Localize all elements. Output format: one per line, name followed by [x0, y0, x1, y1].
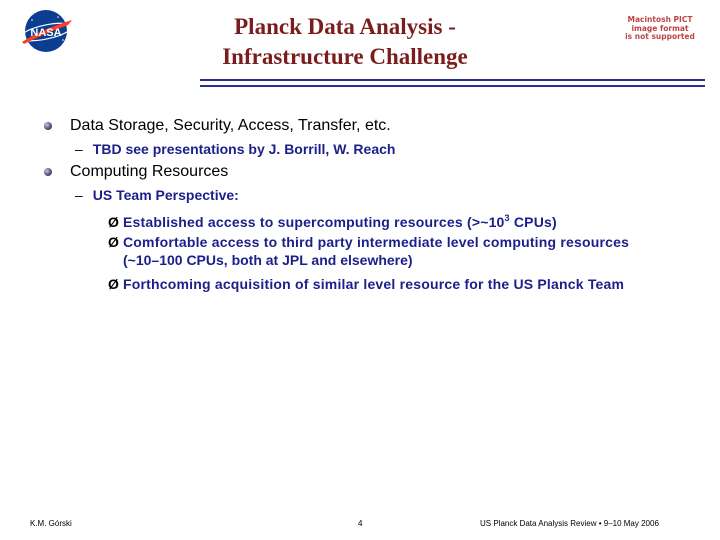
superscript: 3 — [504, 213, 510, 223]
bullet-icon — [44, 168, 52, 176]
title-divider-bottom — [200, 85, 705, 87]
arrow-item — [108, 209, 557, 231]
placeholder-line: Macintosh PICT — [627, 15, 693, 24]
bullet-text: Data Storage, Security, Access, Transfer, etc. — [70, 117, 391, 134]
arrow-marker: Ø — [108, 234, 119, 250]
arrow-item-continuation: (~10–100 CPUs, both at JPL and elsewhere) — [123, 252, 413, 268]
arrow-item-text: Forthcoming acquisition of similar level resource for the US Planck Team — [123, 276, 625, 292]
placeholder-line: is not supported — [625, 32, 695, 41]
arrow-item-text — [123, 214, 557, 230]
arrow-marker: Ø — [108, 276, 119, 292]
title-line-1: Planck Data Analysis - — [234, 14, 456, 39]
unsupported-image-placeholder — [614, 16, 706, 42]
dash-marker: – — [75, 187, 83, 203]
arrow-item-text: Comfortable access to third party intermediate level computing resources — [123, 234, 630, 250]
arrow-marker: Ø — [108, 214, 119, 230]
nasa-logo — [18, 8, 74, 54]
sub-item — [75, 140, 395, 158]
arrow-item-text-post: CPUs) — [509, 214, 557, 230]
sub-item-text: US Team Perspective: — [92, 187, 239, 203]
footer-event: US Planck Data Analysis Review • 9–10 May 2006 — [480, 519, 659, 528]
footer-author: K.M. Górski — [30, 519, 72, 528]
title-line-2: Infrastructure Challenge — [222, 44, 468, 69]
nasa-logo-text: NASA — [30, 27, 62, 39]
placeholder-line: image format — [631, 23, 689, 33]
footer-page-number: 4 — [358, 519, 363, 528]
sub-item — [75, 186, 239, 204]
sub-item-text: TBD see presentations by J. Borrill, W. Reach — [92, 141, 396, 157]
arrow-item — [108, 275, 624, 293]
slide-title — [150, 12, 540, 72]
arrow-item — [108, 233, 629, 251]
bullet-text: Computing Resources — [70, 163, 229, 180]
title-divider-top — [200, 79, 705, 81]
bullet-icon — [44, 122, 52, 130]
arrow-item-text-pre: Established access to supercomputing resources (>~10 — [123, 214, 505, 230]
dash-marker: – — [75, 141, 83, 157]
